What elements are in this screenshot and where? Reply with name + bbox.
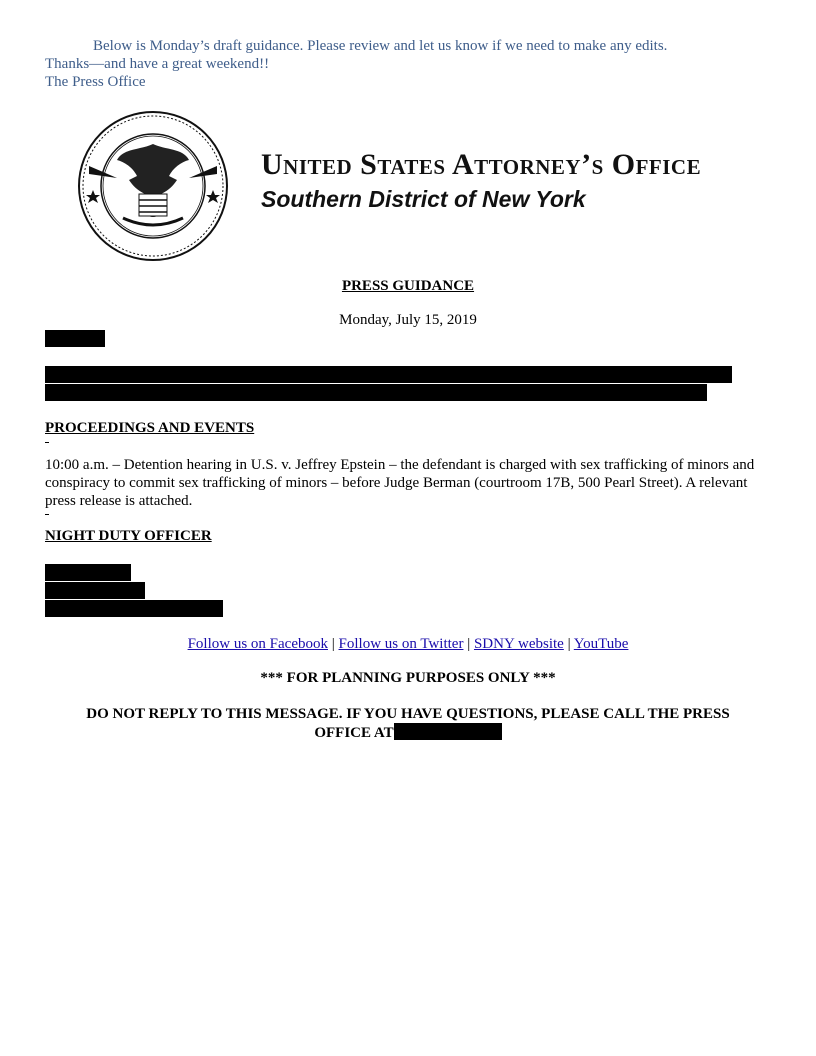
cover-note-signature: The Press Office <box>45 74 146 90</box>
reply-notice <box>45 705 771 742</box>
social-links <box>0 636 816 653</box>
reply-notice-line-2 <box>45 723 771 742</box>
proceedings-heading: PROCEEDINGS AND EVENTS <box>45 420 255 436</box>
cover-note <box>45 37 765 91</box>
reply-notice-line-1: DO NOT REPLY TO THIS MESSAGE. IF YOU HAVE QUESTIONS, PLEASE CALL THE PRESS <box>86 706 730 722</box>
sdny-website-link[interactable]: SDNY website <box>473 636 564 652</box>
district-name: Southern District of New York <box>261 186 586 212</box>
press-guidance-title: PRESS GUIDANCE <box>341 278 475 294</box>
redaction-block <box>45 384 707 401</box>
doj-seal-logo <box>77 110 229 262</box>
link-separator: | <box>467 636 471 652</box>
blank-underline <box>45 442 49 443</box>
reply-notice-office-at: OFFICE AT <box>314 725 394 741</box>
redaction-block <box>45 330 105 347</box>
facebook-link[interactable]: Follow us on Facebook <box>187 636 328 652</box>
cover-note-line-2: Thanks—and have a great weekend!! <box>45 56 270 72</box>
blank-underline <box>45 514 49 515</box>
redaction-block <box>45 366 732 383</box>
night-duty-heading: NIGHT DUTY OFFICER <box>45 528 212 544</box>
link-separator: | <box>567 636 571 652</box>
redaction-block <box>394 723 502 740</box>
guidance-date: Monday, July 15, 2019 <box>339 312 477 328</box>
proceedings-item: 10:00 a.m. – Detention hearing in U.S. v. Jeffrey Epstein – the defendant is charged with sex trafficking of minors and conspiracy to commit sex trafficking of minors – before Judge Berman (courtroom 17B, 500 Pearl Street). A relevant press release is attached. <box>45 457 755 509</box>
twitter-link[interactable]: Follow us on Twitter <box>338 636 464 652</box>
redaction-block <box>45 564 131 581</box>
planning-notice: *** FOR PLANNING PURPOSES ONLY *** <box>260 670 556 686</box>
redaction-block <box>45 582 145 599</box>
cover-note-line-1: Below is Monday’s draft guidance. Please review and let us know if we need to make any edits. <box>93 38 668 54</box>
office-name: United States Attorney’s Office <box>261 148 702 181</box>
youtube-link[interactable]: YouTube <box>573 636 629 652</box>
redaction-block <box>45 600 223 617</box>
link-separator: | <box>331 636 335 652</box>
